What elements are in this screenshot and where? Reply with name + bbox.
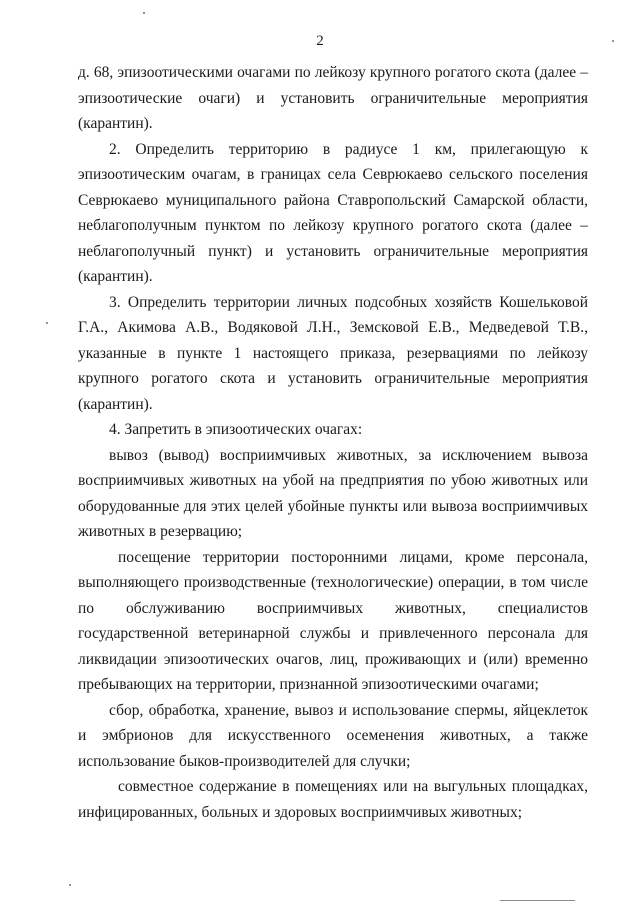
paragraph-ban-removal: вывоз (вывод) восприимчивых животных, за исключением вывоза восприимчивых животных на убой на предприятия по убою животных или оборудованные для этих целей убойные пункты или вывоза восприимчивых животных в резервацию; — [78, 446, 588, 540]
document-body — [78, 60, 588, 825]
scan-speck — [69, 884, 71, 886]
page-number: 2 — [316, 33, 324, 49]
scan-speck — [46, 322, 48, 324]
paragraph-intro-continuation: д. 68, эпизоотическими очагами по лейкозу крупного рогатого скота (далее – эпизоотические очаги) и установить ограничительные мероприятия (карантин). — [78, 64, 588, 132]
scan-speck — [143, 12, 145, 14]
paragraph-ban-sperm: сбор, обработка, хранение, вывоз и использование спермы, яйцеклеток и эмбрионов для искусственного осеменения животных, а также использование быков-производителей для случки; — [78, 701, 588, 770]
scan-edge-line — [500, 900, 575, 901]
paragraph-ban-joint-keeping: совместное содержание в помещениях или на выгульных площадках, инфицированных, больных и здоровых восприимчивых животных; — [78, 778, 588, 821]
paragraph-ban-visits: посещение территории посторонними лицами, кроме персонала, выполняющего производственные (технологические) операции, в том числе по обслуживанию восприимчивых животных, специалистов государственной ветеринарной службы и привлеченного персонала для ликвидации эпизоотических очагов, лиц, проживающих и (или) временно пребывающих на территории, признанной эпизоотическими очагами; — [78, 548, 588, 693]
paragraph-item-2: 2. Определить территорию в радиусе 1 км, прилегающую к эпизоотическим очагам, в границах села Севрюкаево сельского поселения Севрюкаево муниципального района Ставропольский Самарской области, неблагополучным пунктом по лейкозу крупного рогатого скота (далее – неблагополучный пункт) и установить ограничительные мероприятия (карантин). — [78, 140, 588, 285]
paragraph-item-3: 3. Определить территории личных подсобных хозяйств Кошельковой Г.А., Акимова А.В., Водяковой Л.Н., Земсковой Е.В., Медведевой Т.В., указанные в пункте 1 настоящего приказа, резервациями по лейкозу крупного рогатого скота и установить ограничительные мероприятия (карантин). — [78, 293, 588, 413]
scan-speck — [612, 40, 614, 42]
paragraph-item-4-heading: 4. Запретить в эпизоотических очагах: — [109, 421, 363, 438]
